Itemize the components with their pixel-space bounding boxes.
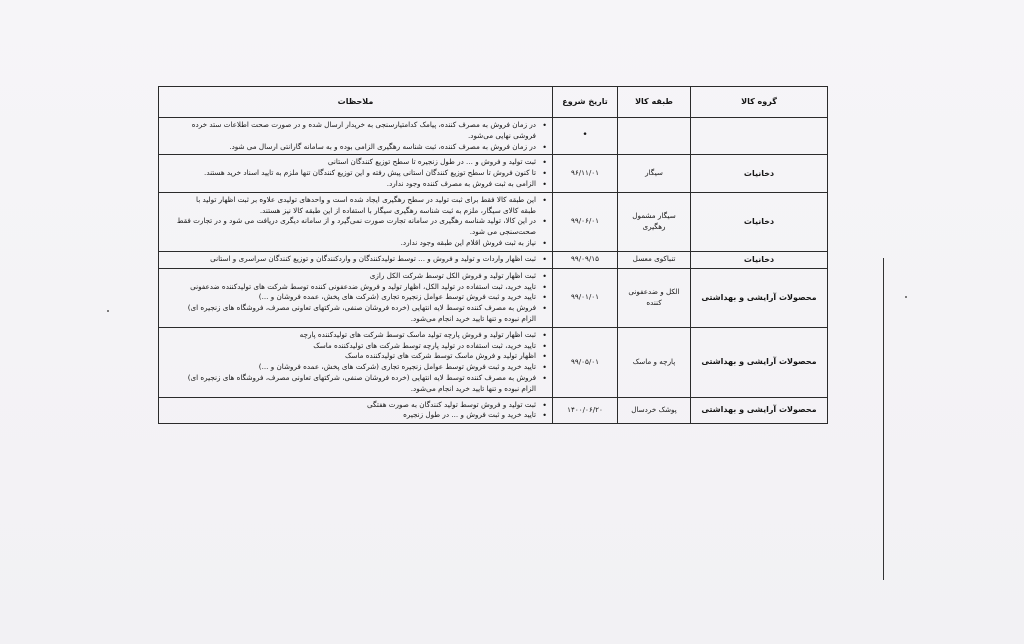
goods-tracking-table: [158, 86, 828, 424]
note-line: • تایید خرید و ثبت فروش توسط عوامل زنجیره تجاری (شرکت های پخش، عمده فروشان و ...): [163, 292, 538, 303]
row-class: پوشک خردسال: [618, 397, 691, 424]
note-line: • در زمان فروش به مصرف کننده، پیامک کدامتیارسنجی به خریدار ارسال شده و در صورت صحت اطلاعات ستد خرده: [163, 120, 538, 131]
header-group: گروه کالا: [691, 87, 828, 118]
scan-speck: [107, 310, 109, 312]
note-line: • تایید خرید، ثبت استفاده در تولید الکل، اظهار تولید و فروش ضدعفونی کننده توسط شرکت های تولیدکننده ضدعفونی: [163, 282, 538, 293]
note-line: • ثبت تولید و فروش توسط تولید کنندگان به صورت هفتگی: [163, 400, 538, 411]
note-line: • نیاز به ثبت فروش اقلام این طبقه وجود ندارد.: [163, 238, 538, 249]
row-class: سیگار: [618, 155, 691, 192]
row-group: [691, 118, 828, 155]
row-group: محصولات آرایشی و بهداشتی: [691, 327, 828, 397]
note-line: • تا کنون فروش تا سطح توزیع کنندگان استانی پیش رفته و این توزیع کنندگان تنها ملزم به تایید اسناد خرید هستند.: [163, 168, 538, 179]
note-line: • ثبت تولید و فروش و ... در طول زنجیره تا سطح توزیع کنندگان استانی: [163, 157, 538, 168]
note-line: • فروش به مصرف کننده توسط لایه انتهایی (خرده فروشان صنفی، شرکتهای تعاونی مصرف، فروشگاه های زنجیره ای): [163, 373, 538, 384]
table-header-row: [159, 87, 828, 118]
row-group: محصولات آرایشی و بهداشتی: [691, 397, 828, 424]
table-row: [159, 192, 828, 251]
row-start-date: ۹۹/۰۵/۰۱: [553, 327, 618, 397]
note-line: • ثبت اظهار تولید و فروش پارچه تولید ماسک توسط شرکت های تولیدکننده پارچه: [163, 330, 538, 341]
row-notes: [159, 327, 553, 397]
row-group: دخانیات: [691, 192, 828, 251]
header-start-date: تاریخ شروع: [553, 87, 618, 118]
note-line: • ثبت اظهار واردات و تولید و فروش و ... توسط تولیدکنندگان و واردکنندگان و توزیع کنندگان سراسری و استانی: [163, 254, 538, 265]
note-line: • ثبت اظهار تولید و فروش الکل توسط شرکت الکل رازی: [163, 271, 538, 282]
table-row: [159, 118, 828, 155]
row-notes: [159, 192, 553, 251]
table-row: [159, 397, 828, 424]
table-row: [159, 327, 828, 397]
row-notes: [159, 251, 553, 268]
note-line: • تایید خرید و ثبت فروش توسط عوامل زنجیره تجاری (شرکت های پخش، عمده فروشان و ...): [163, 362, 538, 373]
row-group: محصولات آرایشی و بهداشتی: [691, 268, 828, 327]
table-row: [159, 155, 828, 192]
row-start-date: ۹۶/۱۱/۰۱: [553, 155, 618, 192]
row-start-date: ۹۹/۰۱/۰۱: [553, 268, 618, 327]
row-start-date: ۹۹/۰۹/۱۵: [553, 251, 618, 268]
header-notes: ملاحظات: [159, 87, 553, 118]
note-line: • اظهار تولید و فروش ماسک توسط شرکت های تولیدکننده ماسک: [163, 351, 538, 362]
note-line: • تایید خرید، ثبت استفاده در تولید پارچه توسط شرکت های تولیدکننده ماسک: [163, 341, 538, 352]
scan-speck: [905, 296, 907, 298]
header-class: طبقه کالا: [618, 87, 691, 118]
note-line: الزام نبوده و تنها تایید خرید انجام می‌شود.: [410, 313, 536, 323]
row-group: دخانیات: [691, 251, 828, 268]
table-row: [159, 251, 828, 268]
row-class: سیگار مشمول رهگیری: [618, 192, 691, 251]
table-row: [159, 268, 828, 327]
note-line: • در زمان فروش به مصرف کننده، ثبت شناسه رهگیری الزامی بوده و به سامانه گارانتی ارسال می شود.: [163, 142, 538, 153]
row-group: دخانیات: [691, 155, 828, 192]
note-line: • فروش به مصرف کننده توسط لایه انتهایی (خرده فروشان صنفی، شرکتهای تعاونی مصرف، فروشگاه های زنجیره ای): [163, 303, 538, 314]
row-class: [618, 118, 691, 155]
note-line: • تایید خرید و ثبت فروش و ... در طول زنجیره: [163, 410, 538, 421]
note-line: صحت‌سنجی می شود.: [469, 227, 536, 237]
row-notes: [159, 155, 553, 192]
note-line: طبقه کالای سیگار، ملزم به ثبت شناسه رهگیری سیگار با استفاده از این طبقه کالا نیز هستند.: [259, 205, 536, 215]
row-start-date: ۱۴۰۰/۰۶/۲۰: [553, 397, 618, 424]
note-line: الزام نبوده و تنها تایید خرید انجام می‌شود.: [410, 383, 536, 393]
row-class: الکل و ضدعفونی کننده: [618, 268, 691, 327]
note-line: فروشی نهایی می‌شود.: [467, 130, 536, 140]
row-class: تنباکوی معسل: [618, 251, 691, 268]
row-notes: [159, 268, 553, 327]
row-start-date: •: [553, 118, 618, 155]
row-notes: [159, 397, 553, 424]
note-line: • در این کالا، تولید شناسه رهگیری در سامانه تجارت صورت نمی‌گیرد و از سامانه دیگری دریافت می شود و در تجارت فقط: [163, 216, 538, 227]
row-class: پارچه و ماسک: [618, 327, 691, 397]
row-notes: [159, 118, 553, 155]
note-line: • این طبقه کالا فقط برای ثبت تولید در سطح رهگیری ایجاد شده است و واحدهای تولیدی علاوه بر ثبت اظهار تولید با: [163, 195, 538, 206]
row-start-date: ۹۹/۰۶/۰۱: [553, 192, 618, 251]
page-margin-line: [883, 258, 884, 580]
note-line: • الزامی به ثبت فروش به مصرف کننده وجود ندارد.: [163, 179, 538, 190]
